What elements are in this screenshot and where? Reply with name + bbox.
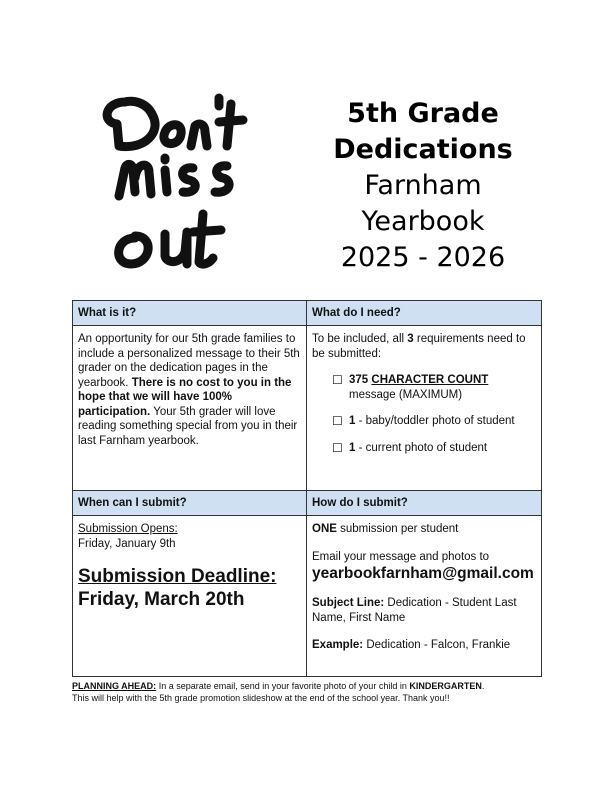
- title-line-5: 2025 - 2026: [340, 242, 506, 273]
- requirement-label: CHARACTER COUNT: [371, 374, 489, 386]
- one-submission-text: [312, 522, 536, 537]
- intro-text-end: requirements need to be submitted:: [312, 333, 526, 360]
- what-is-it-bold-text: There is no cost to you in the hope that we will have 100% participation.: [78, 376, 292, 418]
- one-rest: submission per student: [340, 523, 459, 535]
- title-line-4: Yearbook: [361, 206, 485, 237]
- email-intro: Email your message and photos to: [312, 550, 490, 563]
- subject-value: Dedication - Student Last Name, First Name: [312, 597, 517, 624]
- checkbox-icon: ☐: [332, 440, 343, 455]
- submission-deadline-date: Friday, March 20th: [78, 589, 245, 610]
- requirement-text: [349, 441, 487, 456]
- email-address[interactable]: yearbookfarnham@gmail.com: [312, 565, 534, 582]
- planning-ahead-note: [72, 681, 552, 704]
- checkbox-icon: ☐: [332, 414, 343, 428]
- when-can-i-submit-cell: [73, 516, 307, 677]
- title-line-2: Dedications: [333, 134, 513, 165]
- requirement-detail: - current photo of student: [358, 441, 488, 454]
- dont-miss-out-logo: [95, 88, 280, 278]
- title-line-3: Farnham: [364, 170, 482, 201]
- submission-opens-label: Submission Opens:: [78, 523, 178, 535]
- planning-ahead-label: PLANNING AHEAD:: [72, 681, 157, 691]
- footer-line-2: This will help with the 5th grade promotion slideshow at the end of the school year. Thank you!!: [72, 692, 450, 703]
- subject-label: Subject Line:: [312, 597, 385, 609]
- dont-miss-out-logo-graphic: [95, 88, 280, 278]
- when-can-i-submit-header: When can I submit?: [73, 491, 307, 516]
- requirement-item: [332, 414, 536, 429]
- info-table: [72, 300, 542, 677]
- what-is-it-text-end: Your 5th grader will love reading something special from you in their last Farnham yearbook.: [78, 405, 298, 447]
- page-title: [318, 96, 528, 276]
- intro-count: 3: [407, 333, 414, 345]
- footer-line-1: [72, 681, 552, 693]
- intro-text: To be included, all: [312, 333, 405, 345]
- requirement-text: [349, 414, 515, 429]
- requirement-detail: message (MAXIMUM): [349, 388, 463, 401]
- requirement-item: [332, 441, 536, 456]
- requirement-number: 1: [349, 415, 356, 427]
- requirement-number: 375: [349, 374, 369, 386]
- example-value: Dedication - Falcon, Frankie: [366, 639, 511, 651]
- one-label: ONE: [312, 523, 337, 535]
- submission-deadline-label: Submission Deadline:: [78, 566, 277, 587]
- footer-text: In a separate email, send in your favorite photo of your child in: [158, 681, 407, 691]
- what-is-it-cell: [73, 326, 307, 491]
- subject-line: [312, 596, 536, 625]
- requirements-intro: [312, 332, 536, 361]
- what-is-it-header: What is it?: [73, 301, 307, 326]
- what-do-i-need-cell: [307, 326, 542, 491]
- title-line-1: 5th Grade: [347, 98, 499, 129]
- what-do-i-need-header: What do I need?: [307, 301, 542, 326]
- requirement-detail: - baby/toddler photo of student: [358, 415, 515, 427]
- how-do-i-submit-cell: [307, 516, 542, 677]
- what-is-it-text: An opportunity for our 5th grade families to include a personalized message to their 5th grader on the dedication pages in the yearbook.: [78, 333, 300, 389]
- submission-opens-date: Friday, January 9th: [78, 537, 176, 550]
- example-label: Example:: [312, 639, 364, 651]
- how-do-i-submit-header: How do I submit?: [307, 491, 542, 516]
- requirement-text: [349, 373, 488, 402]
- requirement-number: 1: [349, 441, 356, 454]
- example-line: [312, 638, 536, 653]
- logo-alt-text: Don't Miss Out: [183, 273, 191, 274]
- requirement-item: [332, 373, 536, 402]
- footer-period: .: [481, 681, 485, 691]
- kindergarten-label: KINDERGARTEN: [409, 681, 482, 691]
- checkbox-icon: ☐: [332, 373, 343, 387]
